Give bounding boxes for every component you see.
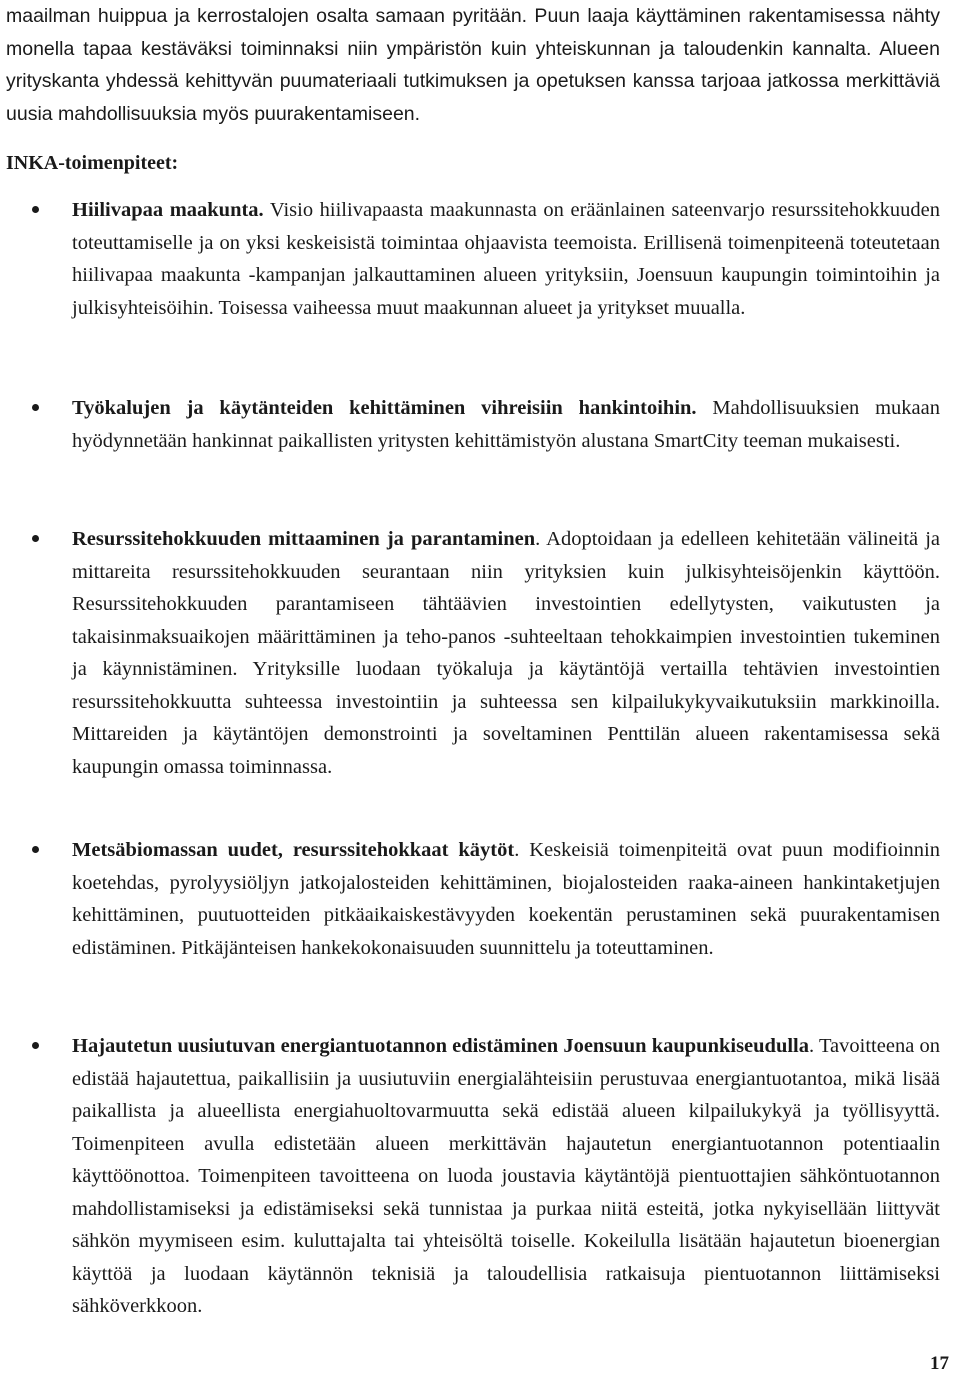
list-item-text: Visio hiilivapaasta maakunnasta on eräänlainen sateenvarjo resurssitehokkuuden toteuttamiselle ja on yksi keskeisistä toimintaa ohjaavista teemoista. Erillisenä toimenpiteenä toteutetaan hiilivapaa maakunta -kampanjan jalkauttaminen alueen yrityksiin, Joensuun kaupungin toimintoihin ja julkisyhteisöihin. Toisessa vaiheessa muut maakunnan alueet ja yritykset muualla.	[72, 199, 940, 319]
page-number: 17	[930, 1353, 949, 1374]
list-item	[72, 1030, 940, 1323]
list-item-title: Hajautetun uusiutuvan energiantuotannon edistäminen Joensuun kaupunkiseudulla	[72, 1035, 809, 1057]
list-item-text: . Adoptoidaan ja edelleen kehitetään välineitä ja mittareita resurssitehokkuuden seurantaan niin yrityksien kuin julkisyhteisöjenkin käyttöön. Resurssitehokkuuden parantamiseen tähtäävien investointien edellytysten, vaikutusten ja takaisinmaksuaikojen määrittäminen ja teho-panos -suhteeltaan tehokkaimpien investointien tukeminen ja käynnistäminen. Yrityksille luodaan työkaluja ja käytäntöjä vertailla tehtävien investointien resurssitehokkuutta suhteessa investointiin ja suhteessa sen kilpailukykyvaikutuksiin markkinoilla. Mittareiden ja käytäntöjen demonstrointi ja soveltaminen Penttilän alueen rakentamisessa sekä kaupungin omassa toiminnassa.	[72, 528, 940, 778]
bullet-icon	[32, 535, 39, 542]
list-item	[72, 392, 940, 457]
bullet-icon	[32, 206, 39, 213]
list-item-text: Mahdollisuuksien mukaan hyödynnetään hankinnat paikallisten yritysten kehittämistyön alustana SmartCity teeman mukaisesti.	[72, 397, 941, 452]
list-item-title: Resurssitehokkuuden mittaaminen ja parantaminen	[72, 528, 536, 550]
list-item-title: Metsäbiomassan uudet, resurssitehokkaat käytöt	[72, 839, 515, 861]
list-item-title: Työkalujen ja käytänteiden kehittäminen vihreisiin hankintoihin.	[72, 397, 697, 419]
intro-paragraph: maailman huippua ja kerrostalojen osalta samaan pyritään. Puun laaja käyttäminen rakentamisessa nähty monella tapaa kestäväksi toiminnaksi niin ympäristön kuin yhteiskunnan ja taloudenkin kannalta. Alueen yrityskanta yhdessä kehittyvän puumateriaali tutkimuksen ja opetuksen kanssa tarjoaa jatkossa merkittäviä uusia mahdollisuuksia myös puurakentamiseen.	[6, 5, 940, 125]
bullet-icon	[32, 404, 39, 411]
bullet-icon	[32, 1042, 39, 1049]
list-item-text: . Keskeisiä toimenpiteitä ovat puun modifioinnin koetehdas, pyrolyysiöljyn jatkojalosteiden kehittäminen, biojalosteiden raaka-aineen hankintaketjujen kehittäminen, puutuotteiden pitkäaikaiskestävyyden koekentän perustaminen sekä puurakentamisen edistäminen. Pitkäjänteisen hankekokonaisuuden suunnittelu ja toteuttaminen.	[72, 839, 940, 959]
bullet-icon	[32, 846, 39, 853]
list-item	[72, 523, 940, 783]
section-heading: INKA-toimenpiteet:	[6, 152, 179, 174]
list-item-title: Hiilivapaa maakunta.	[72, 199, 264, 221]
list-item-text: . Tavoitteena on edistää hajautettua, paikallisiin ja uusiutuviin energialähteisiin perustuvaa energiantuotantoa, mikä lisää paikallista ja alueellista energiahuoltovarmuutta sekä edistää alueen kilpailukykyä ja työllisyyttä. Toimenpiteen avulla edistetään alueen merkittävän hajautetun energiantuotannon potentiaalin käyttöönottoa. Toimenpiteen tavoitteena on luoda joustavia käytäntöjä pientuottajien sähköntuotannon mahdollistamiseksi ja edistämiseksi sekä tunnistaa ja purkaa niitä esteitä, jotka nykyisellään liittyvät sähkön myymiseen esim. kuluttajalta tai yhteisöltä toiselle. Kokeilulla lisätään hajautetun bioenergian käyttöä ja luodaan käytännön teknisiä ja taloudellisia ratkaisuja pientuotannon liittämiseksi sähköverkkoon.	[72, 1035, 941, 1317]
list-item	[72, 834, 940, 964]
list-item	[72, 194, 940, 324]
